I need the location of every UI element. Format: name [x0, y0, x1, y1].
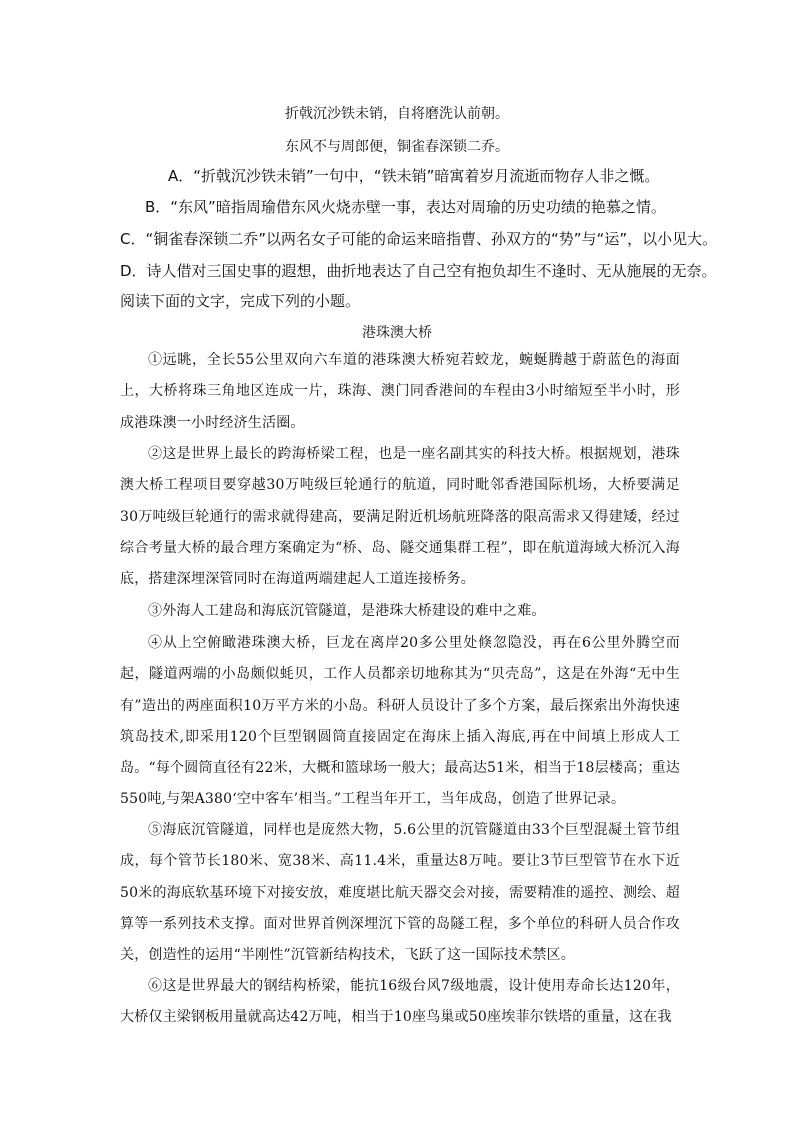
- option-a: A．“折戟沉沙铁未销”一句中，“铁未销”暗寓着岁月流逝而物存人非之慨。: [168, 167, 660, 185]
- option-d: D．诗人借对三国史事的遐想，曲折地表达了自己空有抱负却生不逢时、无从施展的无奈。: [120, 262, 717, 280]
- article-paragraph-5: ⑤海底沉管隧道，同样也是庞然大物，5.6公里的沉管隧道由33个巨型混凝土管节组成，每个管节长180米、宽38米、高11.4米，重量达8万吨。要让3节巨型管节在水下近50米的海底软基环境下对接安放，难度堪比航天器交会对接，需要精准的遥控、测绘、超算等一系列技术支撑。面对世界首例深埋沉下管的岛隧工程，多个单位的科研人员合作攻关，创造性的运用“半刚性”沉管新结构技术，飞跃了这一国际技术禁区。: [120, 822, 680, 964]
- article-paragraph-6: ⑥这是世界最大的钢结构桥梁，能抗16级台风7级地震，设计使用寿命长达120年，大桥仅主梁钢板用量就高达42万吨，相当于10座鸟巢或50座埃菲尔铁塔的重量，这在我: [120, 978, 680, 1026]
- article-paragraph-1: ①远眺，全长55公里双向六车道的港珠澳大桥宛若蛟龙，蜿蜒腾越于蔚蓝色的海面上，大桥将珠三角地区连成一片，珠海、澳门同香港间的车程由3小时缩短至半小时，形成港珠澳一小时经济生活圈。: [120, 352, 680, 431]
- reading-instruction: 阅读下面的文字，完成下列的小题。: [120, 292, 361, 310]
- option-c: C．“铜雀春深锁二乔”以两名女子可能的命运来暗指曹、孙双方的“势”与“运”，以小见大。: [120, 230, 718, 248]
- article-paragraph-2: ②这是世界上最长的跨海桥梁工程，也是一座名副其实的科技大桥。根据规划，港珠澳大桥工程项目要穿越30万吨级巨轮通行的航道，同时毗邻香港国际机场，大桥要满足30万吨级巨轮通行的需求就得建高，要满足附近机场航班降落的限高需求又得建矮，经过综合考量大桥的最合理方案确定为“桥、岛、隧交通集群工程”，即在航道海域大桥沉入海底，搭建深埋深管同时在海道两端建起人工道连接桥务。: [120, 446, 680, 588]
- poem-line-2: 东风不与周郎便，铜雀春深锁二乔。: [285, 139, 509, 155]
- article-paragraph-3: ③外海人工建岛和海底沉管隧道，是港珠大桥建设的难中之难。: [148, 603, 546, 619]
- article-title: 港珠澳大桥: [362, 325, 432, 341]
- poem-line-1: 折戟沉沙铁未销，自将磨洗认前朝。: [285, 106, 509, 122]
- article-paragraph-4: ④从上空俯瞰港珠澳大桥，巨龙在离岸20多公里处倏忽隐没，再在6公里外腾空而起，隧道两端的小岛颇似蚝贝，工作人员都亲切地称其为“贝壳岛”，这是在外海“无中生有”造出的两座面积10万平方米的小岛。科研人员设计了多个方案，最后探索出外海快速筑岛技术,即采用120个巨型钢圆筒直接固定在海床上插入海底,再在中间填上形成人工岛。“每个圆筒直径有22米，大概和篮球场一般大；最高达51米，相当于18层楼高；重达550吨,与架A380‘空中客车’相当。”工程当年开工，当年成岛，创造了世界记录。: [120, 635, 680, 808]
- option-b: B．“东风”暗指周瑜借东风火烧赤壁一事，表达对周瑜的历史功绩的艳慕之情。: [145, 198, 666, 216]
